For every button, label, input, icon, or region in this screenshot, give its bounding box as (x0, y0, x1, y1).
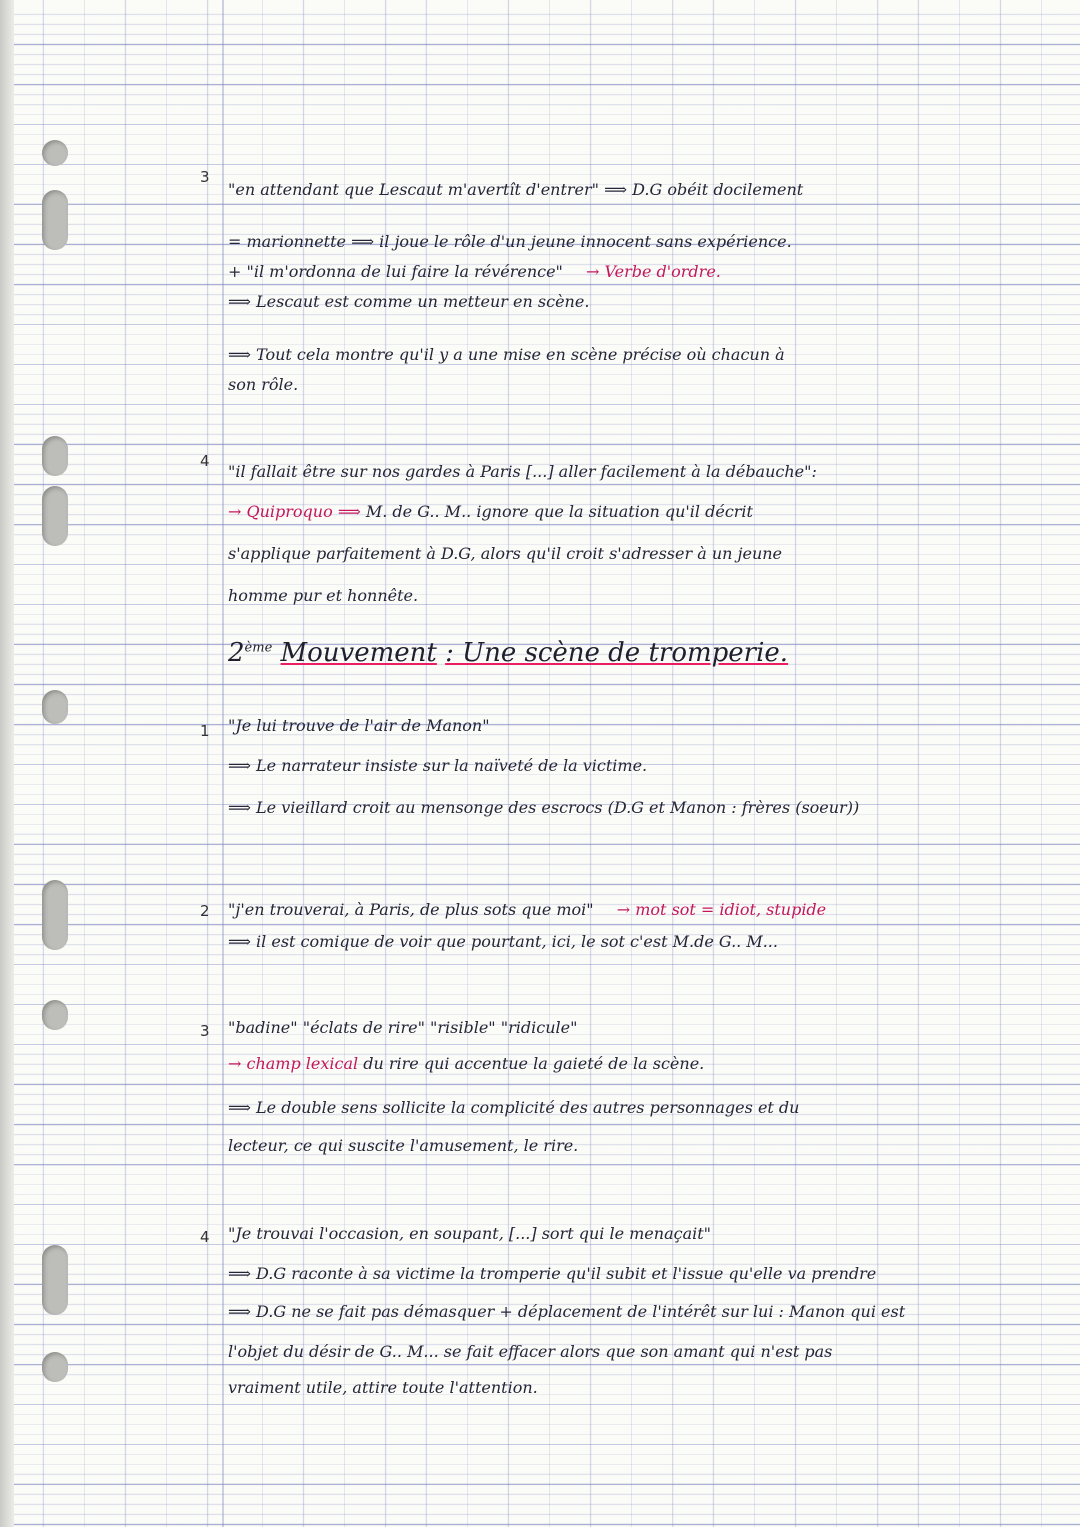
note-line (228, 262, 721, 282)
note-line: homme pur et honnête. (228, 586, 419, 605)
heading-title-word: Mouvement (280, 638, 437, 668)
note-line: lecteur, ce qui suscite l'amusement, le rire. (228, 1136, 579, 1155)
note-line: s'applique parfaitement à D.G, alors qu'il croit s'adresser à un jeune (228, 544, 783, 563)
note-line: ⟹ il est comique de voir que pourtant, ici, le sot c'est M.de G.. M... (228, 932, 778, 951)
note-line: ⟹ Le narrateur insiste sur la naïveté de la victime. (228, 756, 648, 775)
binder-hole (42, 486, 68, 546)
definition-annotation: → mot sot = idiot, stupide (616, 900, 827, 919)
note-text: M. de G.. M.. ignore que la situation qu'il décrit (365, 502, 753, 521)
note-line: "Je lui trouve de l'air de Manon" (228, 716, 490, 735)
note-line: vraiment utile, attire toute l'attention. (228, 1378, 538, 1397)
page-edge (0, 0, 14, 1527)
item-number: 1 (200, 722, 210, 740)
note-line (228, 1054, 704, 1074)
binder-hole (42, 690, 68, 724)
note-line: ⟹ Tout cela montre qu'il y a une mise en scène précise où chacun à (228, 345, 785, 364)
note-quote: "j'en trouverai, à Paris, de plus sots que moi" (228, 900, 594, 919)
margin-line (222, 0, 224, 1527)
note-line: son rôle. (228, 375, 299, 394)
binder-hole (42, 190, 68, 250)
heading-suffix: ème (244, 640, 273, 656)
item-number: 2 (200, 902, 210, 920)
note-line (228, 900, 826, 920)
heading-title-rest: : Une scène de tromperie. (445, 638, 789, 668)
binder-hole (42, 140, 68, 166)
binder-hole (42, 436, 68, 476)
binder-hole (42, 1000, 68, 1030)
note-line: "Je trouvai l'occasion, en soupant, [...] sort qui le menaçait" (228, 1224, 712, 1243)
keyword-quiproquo: → Quiproquo ⟹ (228, 502, 361, 521)
binder-hole (42, 880, 68, 950)
note-line: "en attendant que Lescaut m'avertît d'entrer" ⟹ D.G obéit docilement (228, 180, 804, 199)
keyword-champ-lexical: → champ lexical (228, 1054, 359, 1073)
note-text: du rire qui accentue la gaieté de la scène. (363, 1054, 705, 1073)
section-heading (228, 638, 788, 668)
note-line: ⟹ Lescaut est comme un metteur en scène. (228, 292, 590, 311)
note-line: = marionnette ⟹ il joue le rôle d'un jeune innocent sans expérience. (228, 232, 792, 251)
note-line: l'objet du désir de G.. M... se fait effacer alors que son amant qui n'est pas (228, 1342, 833, 1361)
item-number: 3 (200, 1022, 210, 1040)
verb-annotation: → Verbe d'ordre. (586, 262, 721, 281)
note-line: ⟹ Le double sens sollicite la complicité des autres personnages et du (228, 1098, 800, 1117)
item-number: 4 (200, 452, 210, 470)
item-number: 4 (200, 1228, 210, 1246)
binder-hole (42, 1352, 68, 1382)
note-line: "il fallait être sur nos gardes à Paris [...] aller facilement à la débauche": (228, 462, 817, 481)
note-line: ⟹ D.G ne se fait pas démasquer + déplacement de l'intérêt sur lui : Manon qui est (228, 1302, 906, 1321)
item-number: 3 (200, 168, 210, 186)
note-line: "badine" "éclats de rire" "risible" "ridicule" (228, 1018, 578, 1037)
note-line: ⟹ Le vieillard croit au mensonge des escrocs (D.G et Manon : frères (soeur)) (228, 798, 860, 817)
note-line (228, 502, 753, 522)
note-line: ⟹ D.G raconte à sa victime la tromperie qu'il subit et l'issue qu'elle va prendre (228, 1264, 877, 1283)
note-quote: + "il m'ordonna de lui faire la révérence" (228, 262, 563, 281)
binder-hole (42, 1245, 68, 1315)
heading-number: 2 (228, 638, 245, 668)
